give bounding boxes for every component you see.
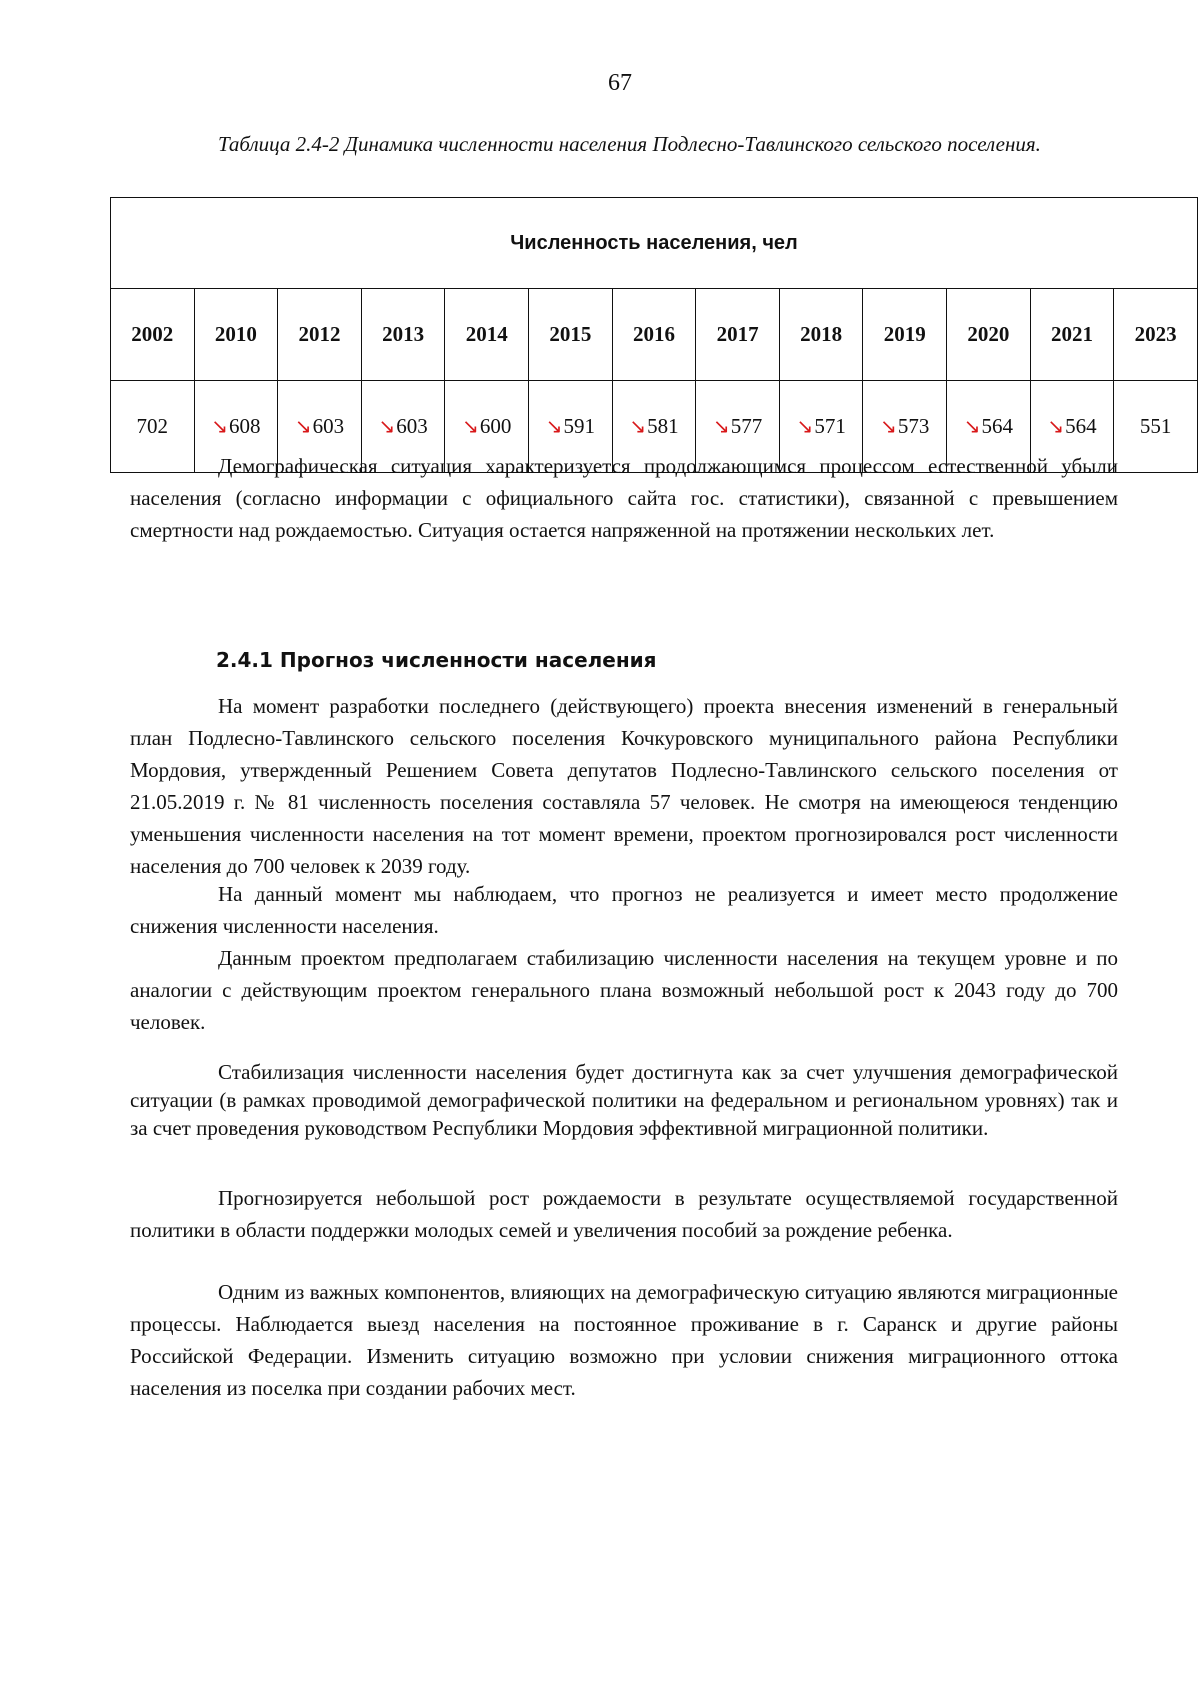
population-value: 564 xyxy=(981,414,1014,438)
population-value: 608 xyxy=(229,414,261,438)
decrease-arrow-icon: ↘ xyxy=(294,416,312,438)
population-value: 603 xyxy=(312,414,345,438)
population-value: 573 xyxy=(897,414,930,438)
year-cell: 2023 xyxy=(1114,289,1198,381)
section-heading: 2.4.1 Прогноз численности населения xyxy=(216,648,657,672)
paragraph-stabilization-plan xyxy=(130,942,1118,1038)
paragraph-migration xyxy=(130,1276,1118,1404)
year-cell: 2021 xyxy=(1030,289,1114,381)
year-cell: 2018 xyxy=(779,289,863,381)
decrease-arrow-icon: ↘ xyxy=(796,416,814,438)
table-header: Численность населения, чел xyxy=(111,198,1198,289)
population-value-cell xyxy=(1114,381,1198,473)
paragraph-4-text: Данным проектом предполагаем стабилизацию численности населения на текущем уровне и по аналогии с действующим проектом генерального плана возможный небольшой рост к 2043 году до 700 человек. xyxy=(130,946,1118,1034)
decrease-arrow-icon: ↘ xyxy=(462,416,479,438)
table-caption xyxy=(130,130,1118,159)
year-cell: 2020 xyxy=(947,289,1031,381)
population-value: 581 xyxy=(647,414,679,438)
paragraph-1-text: Демографическая ситуация характеризуется продолжающимся процессом естественной убыли населения (согласно информации с официального сайта гос. статистики), связанной с превышением смертности над рождаемостью. Ситуация остается напряженной на протяжении нескольких лет. xyxy=(130,454,1118,542)
paragraph-7-text: Одним из важных компонентов, влияющих на демографическую ситуацию являются миграционные процессы. Наблюдается выезд населения на постоянное проживание в г. Саранск и другие районы Российской Федерации. Изменить ситуацию возможно при условии снижения миграционного оттока населения из поселка при создании рабочих мест. xyxy=(130,1280,1118,1400)
population-value: 577 xyxy=(730,414,763,438)
decrease-arrow-icon: ↘ xyxy=(378,416,396,438)
population-value: 551 xyxy=(1139,414,1172,438)
decrease-arrow-icon: ↘ xyxy=(880,416,897,438)
year-cell: 2010 xyxy=(194,289,278,381)
year-cell: 2016 xyxy=(612,289,696,381)
population-value: 603 xyxy=(396,414,428,438)
table-header-row xyxy=(111,198,1198,289)
population-value: 702 xyxy=(136,414,169,438)
population-value: 600 xyxy=(479,414,512,438)
paragraph-birth-rate xyxy=(130,1182,1118,1246)
paragraph-2-text: На момент разработки последнего (действующего) проекта внесения изменений в генеральный план Подлесно-Тавлинского сельского поселения Кочкуровского муниципального района Республики Мордовия, утвержденный Решением Совета депутатов Подлесно-Тавлинского сельского поселения от 21.05.2019 г. № 81 численность поселения составляла 57 человек. Не смотря на имеющеюся тенденцию уменьшения численности населения на тот момент времени, проектом прогнозировался рост численности населения до 700 человек к 2039 году. xyxy=(130,694,1118,878)
paragraph-3-text: На данный момент мы наблюдаем, что прогноз не реализуется и имеет место продолжение снижения численности населения. xyxy=(130,882,1118,938)
population-value: 564 xyxy=(1065,414,1097,438)
year-cell: 2013 xyxy=(361,289,445,381)
decrease-arrow-icon: ↘ xyxy=(629,416,647,438)
decrease-arrow-icon: ↘ xyxy=(963,416,981,438)
decrease-arrow-icon: ↘ xyxy=(712,416,730,438)
year-cell: 2012 xyxy=(278,289,362,381)
population-table xyxy=(110,197,1198,473)
decrease-arrow-icon: ↘ xyxy=(211,416,229,438)
year-cell: 2002 xyxy=(111,289,195,381)
year-cell: 2014 xyxy=(445,289,529,381)
year-cell: 2017 xyxy=(696,289,780,381)
paragraph-5-text: Стабилизация численности населения будет достигнута как за счет улучшения демографической ситуации (в рамках проводимой демографической политики на федеральном и региональном уровнях) так и за счет проведения руководством Республики Мордовия эффективной миграционной политики. xyxy=(130,1060,1118,1140)
paragraph-6-text: Прогнозируется небольшой рост рождаемости в результате осуществляемой государственной политики в области поддержки молодых семей и увеличения пособий за рождение ребенка. xyxy=(130,1186,1118,1242)
paragraph-stabilization-means xyxy=(130,1058,1118,1142)
page-number: 67 xyxy=(608,70,632,96)
population-value: 571 xyxy=(814,414,846,438)
table-years-row xyxy=(111,289,1198,381)
paragraph-previous-forecast xyxy=(130,690,1118,882)
paragraph-current-trend xyxy=(130,878,1118,942)
year-cell: 2015 xyxy=(529,289,613,381)
decrease-arrow-icon: ↘ xyxy=(1047,416,1065,438)
year-cell: 2019 xyxy=(863,289,947,381)
population-value: 591 xyxy=(563,414,595,438)
table-caption-text: Таблица 2.4-2 Динамика численности населения Подлесно-Тавлинского сельского поселения. xyxy=(218,132,1041,156)
decrease-arrow-icon: ↘ xyxy=(545,416,563,438)
paragraph-demographic-situation xyxy=(130,450,1118,546)
